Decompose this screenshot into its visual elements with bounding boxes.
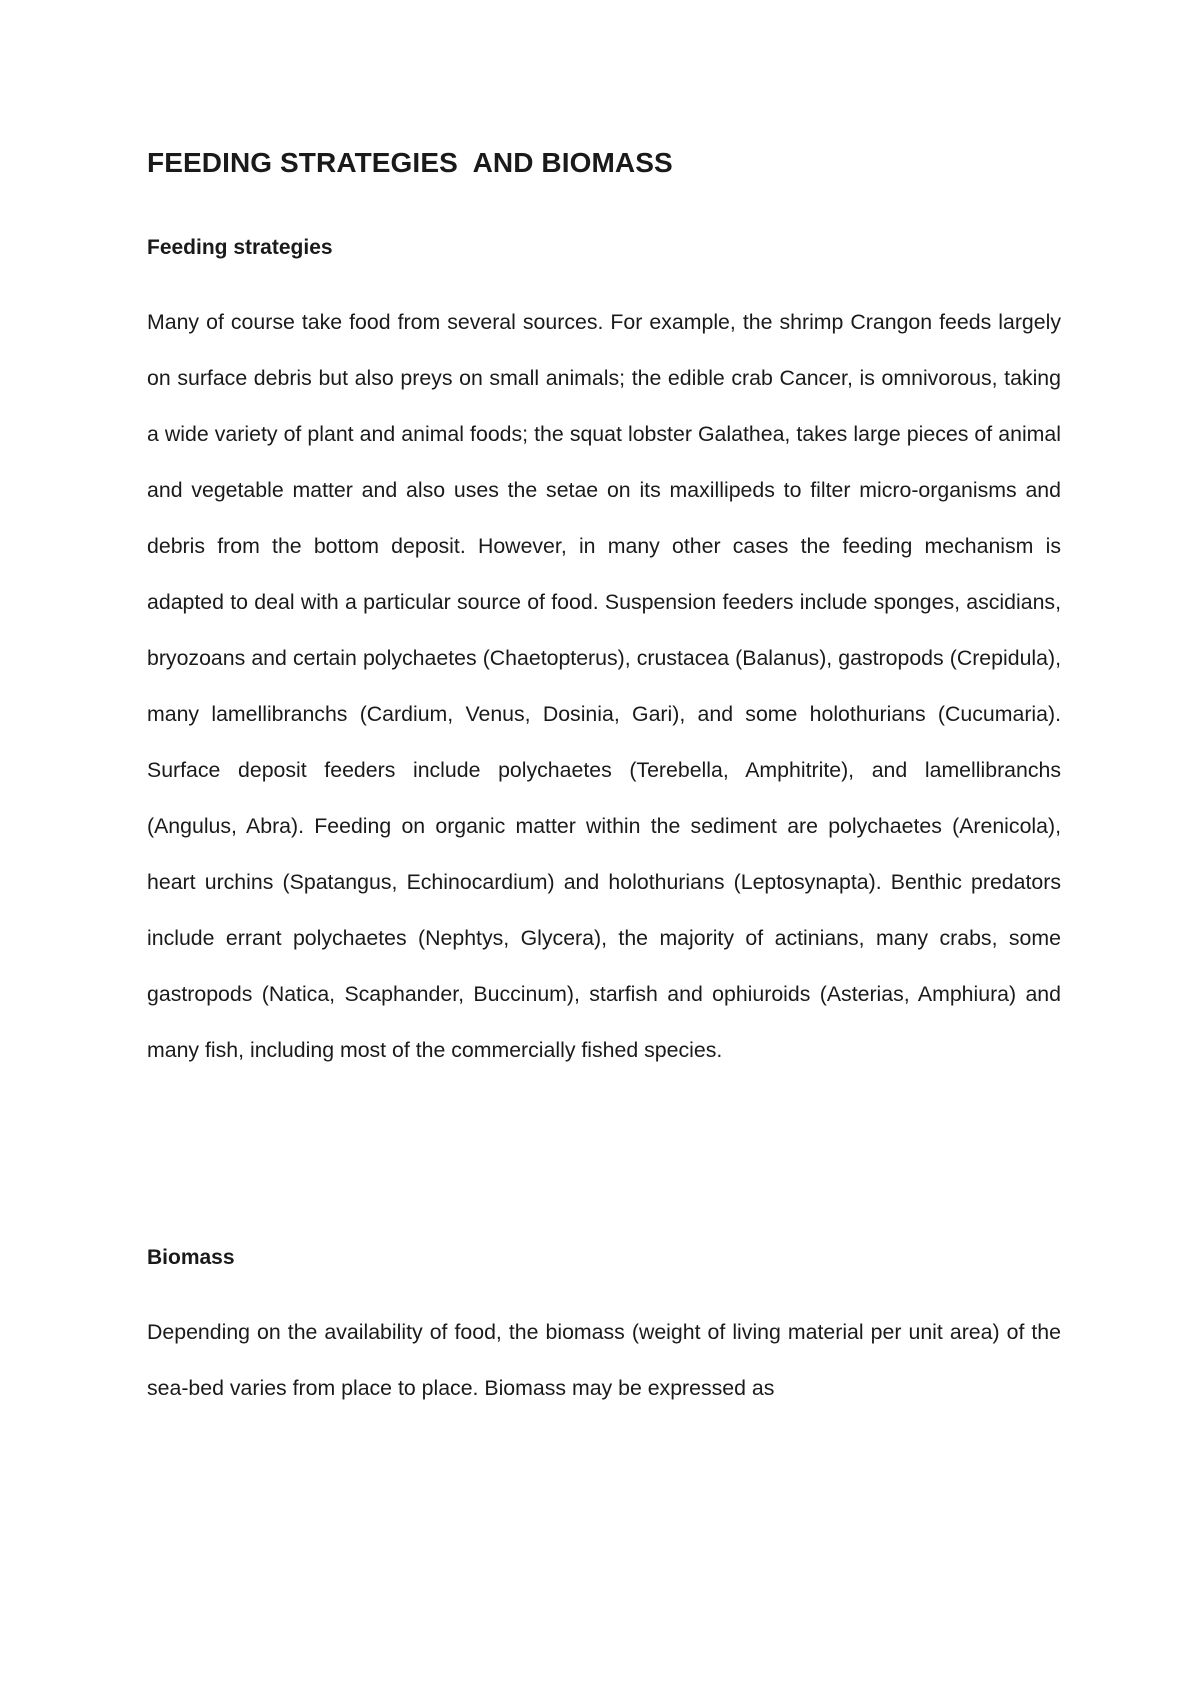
document-body	[147, 146, 1061, 1416]
section-heading-biomass: Biomass	[147, 1246, 235, 1269]
section-heading-feeding-strategies: Feeding strategies	[147, 236, 333, 259]
paragraph-biomass: Depending on the availability of food, the biomass (weight of living material per unit area) of the sea-bed varies from place to place. Biomass may be expressed as	[147, 1320, 1061, 1400]
paragraph-feeding-strategies: Many of course take food from several sources. For example, the shrimp Crangon feeds largely on surface debris but also preys on small animals; the edible crab Cancer, is omnivorous, taking a wide variety of plant and animal foods; the squat lobster Galathea, takes large pieces of animal and vegetable matter and also uses the setae on its maxillipeds to filter micro-organisms and debris from the bottom deposit. However, in many other cases the feeding mechanism is adapted to deal with a particular source of food. Suspension feeders include sponges, ascidians, bryozoans and certain polychaetes (Chaetopterus), crustacea (Balanus), gastropods (Crepidula), many lamellibranchs (Cardium, Venus, Dosinia, Gari), and some holothurians (Cucumaria). Surface deposit feeders include polychaetes (Terebella, Amphitrite), and lamellibranchs (Angulus, Abra). Feeding on organic matter within the sediment are polychaetes (Arenicola), heart urchins (Spatangus, Echinocardium) and holothurians (Leptosynapta). Benthic predators include errant polychaetes (Nephtys, Glycera), the majority of actinians, many crabs, some gastropods (Natica, Scaphander, Buccinum), starfish and ophiuroids (Asterias, Amphiura) and many fish, including most of the commercially fished species.	[147, 310, 1061, 1062]
document-title: FEEDING STRATEGIES AND BIOMASS	[147, 147, 673, 178]
